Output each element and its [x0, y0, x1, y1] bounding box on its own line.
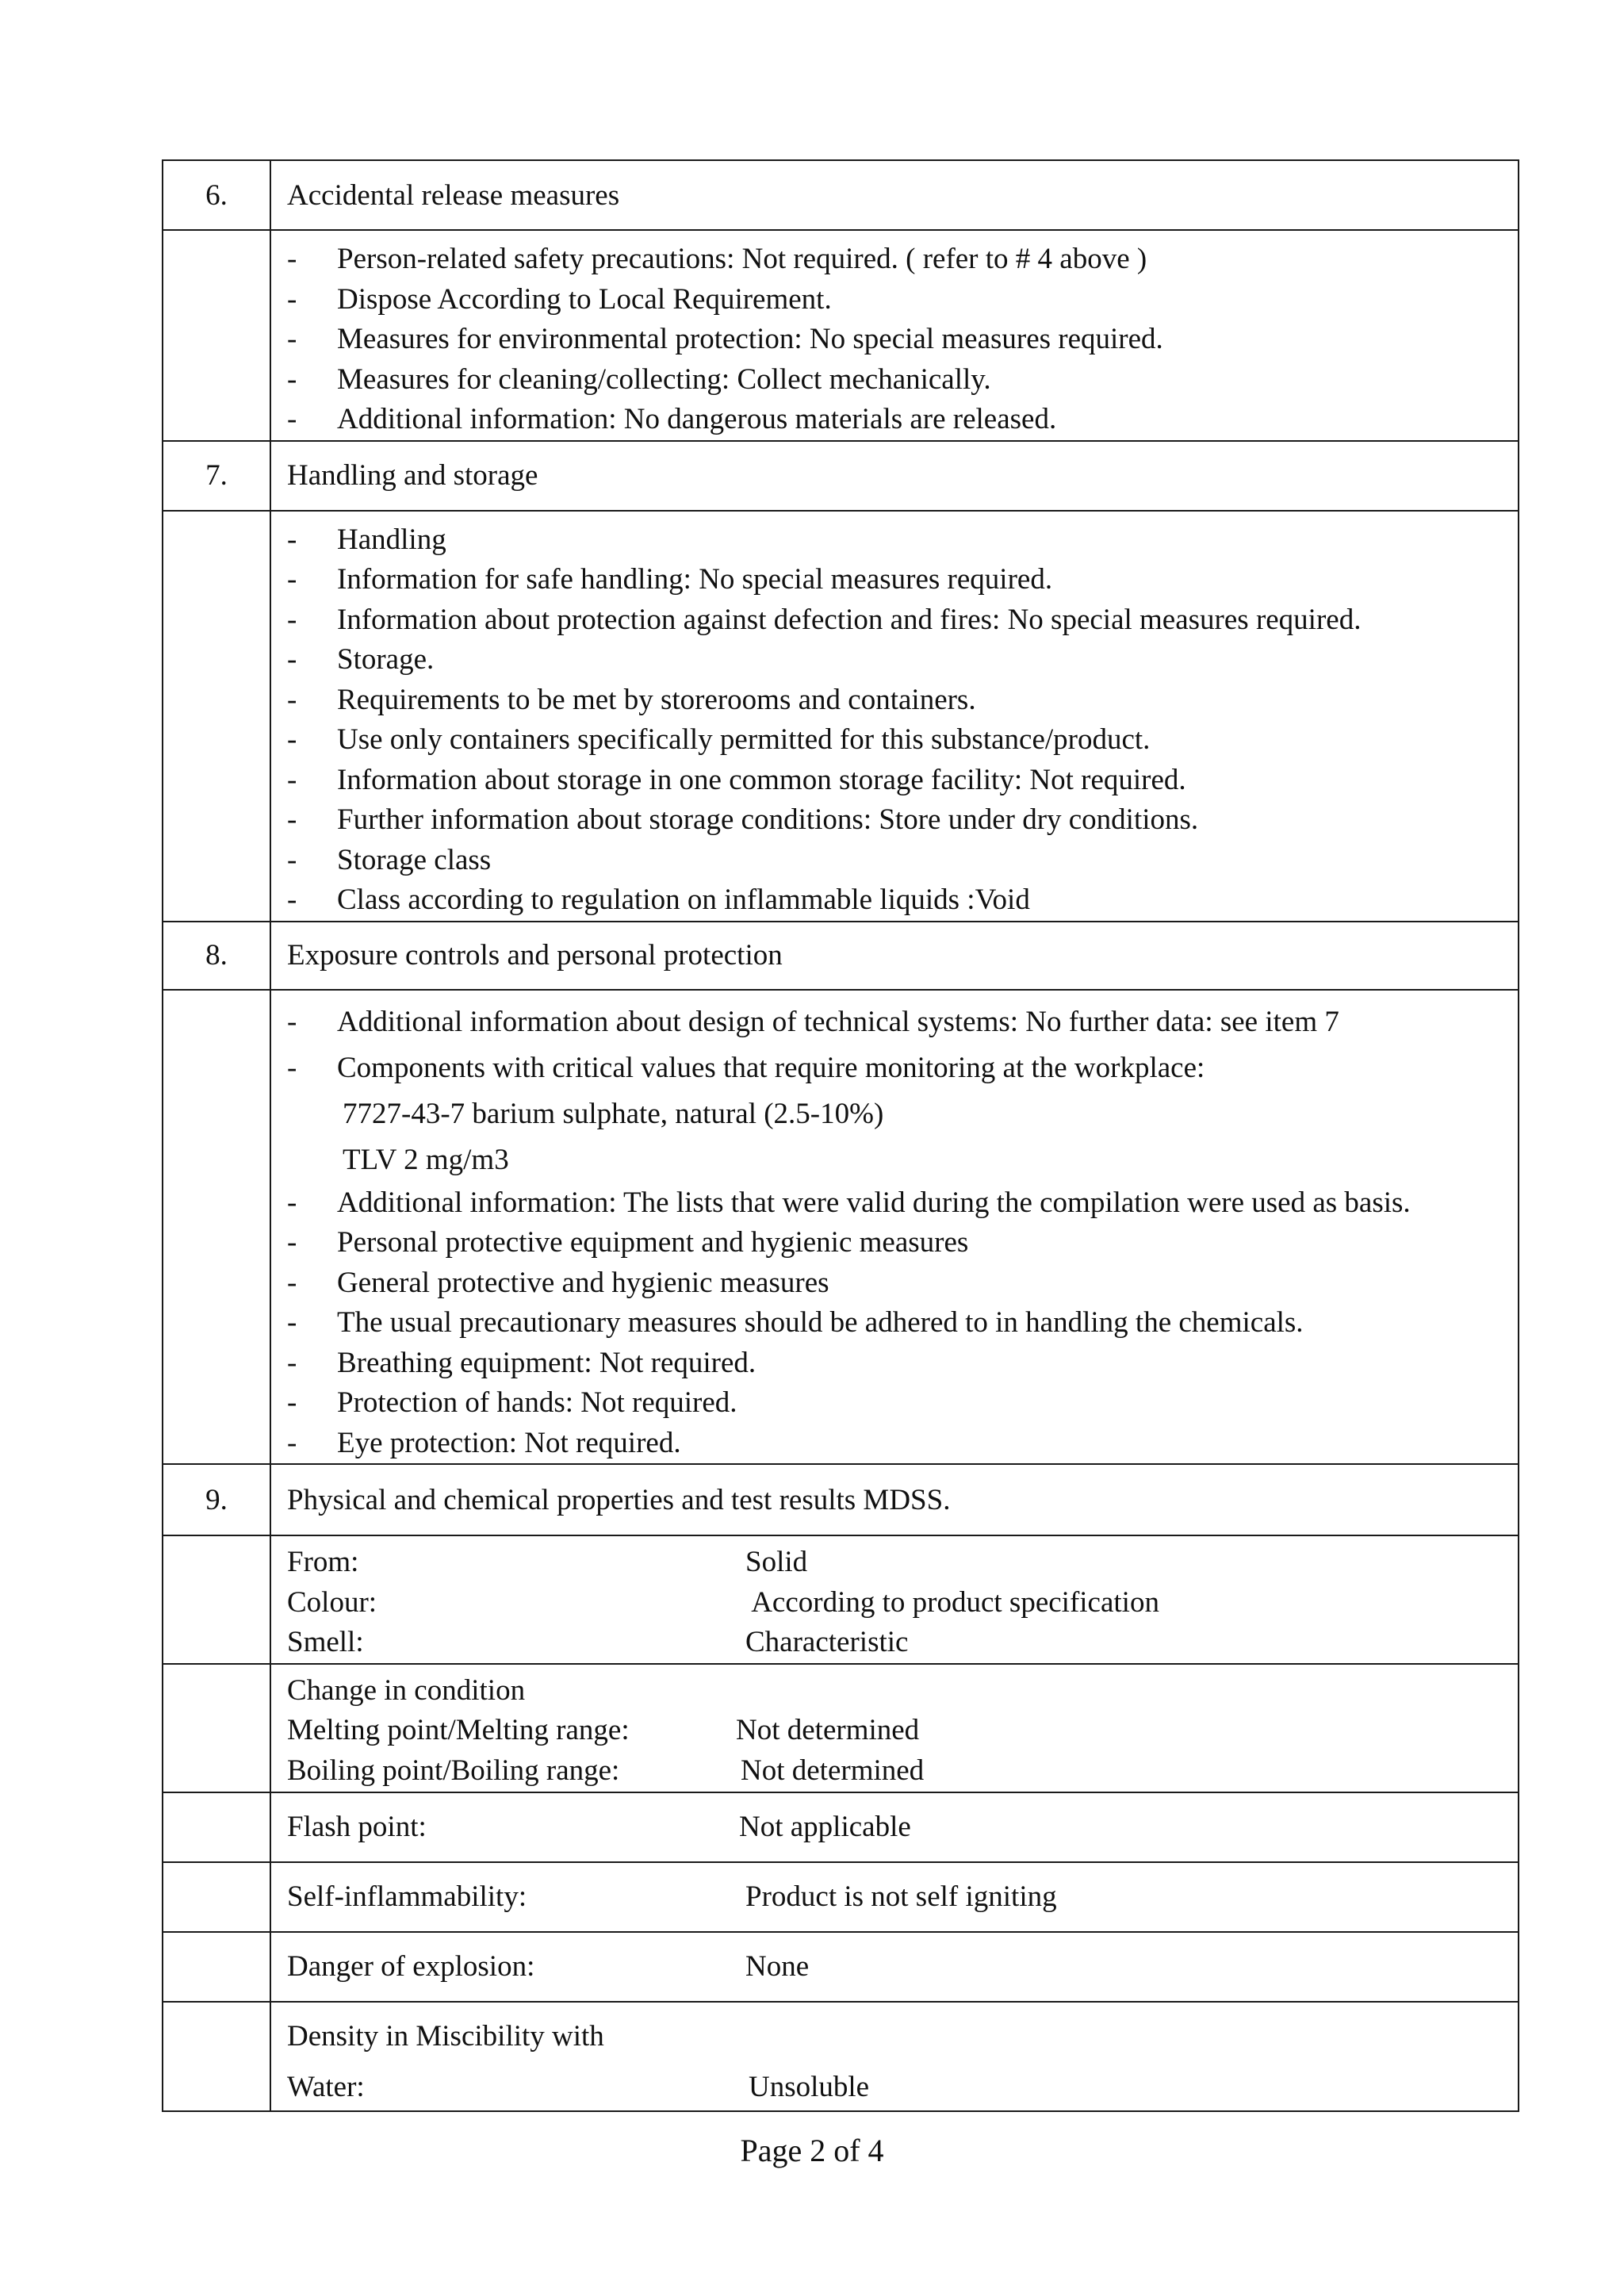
section-7-header	[163, 441, 1519, 511]
section-7-body	[163, 511, 1519, 922]
list-item: - Personal protective equipment and hygienic measures	[287, 1226, 969, 1259]
list-item: - Measures for cleaning/collecting: Collect mechanically.	[287, 362, 991, 396]
list-item: - Eye protection: Not required.	[287, 1426, 681, 1459]
list-item: - Additional information: The lists that were valid during the compilation were used as basis.	[287, 1186, 1411, 1219]
property-row	[287, 1711, 1502, 1751]
property-label: Self-inflammability:	[287, 1880, 527, 1913]
list-item: - Use only containers specifically permitted for this substance/product.	[287, 723, 1151, 756]
bullet-list	[271, 231, 1518, 440]
section-8-header	[163, 922, 1519, 990]
property-value: Product is not self igniting	[745, 1880, 1057, 1913]
section-title: Handling and storage	[270, 441, 1519, 511]
property-value: According to product specification	[745, 1585, 1159, 1619]
property-group	[270, 1535, 1519, 1664]
property-label: Colour:	[287, 1585, 377, 1619]
list-item: - Breathing equipment: Not required.	[287, 1346, 756, 1379]
property-group	[270, 1792, 1519, 1862]
section-6-content	[270, 230, 1519, 441]
section-8-content	[270, 990, 1519, 1465]
property-value: Unsoluble	[749, 2070, 870, 2103]
property-value: Solid	[745, 1546, 808, 1578]
list-item: - Dispose According to Local Requirement.	[287, 282, 832, 316]
property-label: Danger of explosion:	[287, 1949, 535, 1983]
property-value: Not applicable	[739, 1810, 911, 1843]
property-label: Smell:	[287, 1626, 364, 1658]
sds-table	[162, 159, 1519, 2112]
list-item: - Handling	[287, 523, 446, 556]
property-row	[287, 2068, 1502, 2108]
property-label: From:	[287, 1546, 359, 1578]
section-number-blank	[163, 511, 270, 922]
property-group	[270, 1664, 1519, 1792]
list-item: - Information about protection against defection and fires: No special measures required.	[287, 603, 1362, 636]
property-row	[287, 2017, 1502, 2068]
property-row	[287, 1543, 1502, 1583]
properties-group-explosion	[163, 1932, 1519, 2002]
property-row	[287, 1933, 1502, 2000]
list-item: - Further information about storage conditions: Store under dry conditions.	[287, 803, 1199, 836]
section-6-header	[163, 160, 1519, 230]
property-group	[270, 1862, 1519, 1932]
section-7-content	[270, 511, 1519, 922]
property-label: Water:	[287, 2070, 365, 2103]
list-item: - Measures for environmental protection: No special measures required.	[287, 323, 1163, 355]
property-row	[287, 1583, 1502, 1623]
section-number-blank	[163, 990, 270, 1465]
section-number: 6.	[163, 160, 270, 230]
list-item: - Storage class	[287, 843, 492, 876]
list-item: - Components with critical values that require monitoring at the workplace:	[287, 1051, 1205, 1084]
section-6-body	[163, 230, 1519, 441]
property-row	[287, 1751, 1502, 1792]
list-item: - The usual precautionary measures should be adhered to in handling the chemicals.	[287, 1306, 1304, 1339]
section-number-blank	[163, 2002, 270, 2111]
list-item: - Person-related safety precautions: Not required. ( refer to # 4 above )	[287, 243, 1147, 275]
section-title: Accidental release measures	[270, 160, 1519, 230]
list-item: - Requirements to be met by storerooms and containers.	[287, 683, 976, 716]
section-title: Physical and chemical properties and test results MDSS.	[270, 1464, 1519, 1535]
properties-group-flash	[163, 1792, 1519, 1862]
property-value: Not determined	[741, 1754, 925, 1787]
property-row	[287, 1623, 1502, 1663]
section-number-blank	[163, 230, 270, 441]
list-item: - Information for safe handling: No special measures required.	[287, 563, 1053, 596]
property-value: Not determined	[736, 1714, 920, 1746]
property-group	[270, 1932, 1519, 2002]
list-item: - Information about storage in one common storage facility: Not required.	[287, 763, 1186, 796]
section-number: 9.	[163, 1464, 270, 1535]
bullet-list	[271, 512, 1518, 921]
page-number: Page 2 of 4	[740, 2133, 884, 2168]
section-number: 8.	[163, 922, 270, 990]
list-item: - Protection of hands: Not required.	[287, 1386, 737, 1419]
list-item: - Additional information about design of technical systems: No further data: see item 7	[287, 1005, 1339, 1038]
section-number: 7.	[163, 441, 270, 511]
list-item: - General protective and hygienic measures	[287, 1266, 829, 1299]
section-number-blank	[163, 1862, 270, 1932]
property-row	[287, 1863, 1502, 1930]
property-label: Melting point/Melting range:	[287, 1714, 630, 1746]
list-item: - Additional information: No dangerous materials are released.	[287, 403, 1057, 435]
sub-item: TLV 2 mg/m3	[343, 1143, 509, 1176]
property-value: Characteristic	[745, 1626, 909, 1658]
section-number-blank	[163, 1792, 270, 1862]
bullet-list	[271, 991, 1518, 1464]
property-label: Change in condition	[287, 1673, 526, 1707]
property-label: Density in Miscibility with	[287, 2019, 604, 2053]
section-number-blank	[163, 1535, 270, 1664]
list-item: - Storage.	[287, 643, 435, 676]
property-label: Flash point:	[287, 1810, 427, 1843]
properties-group-inflammability	[163, 1862, 1519, 1932]
section-8-body	[163, 990, 1519, 1465]
section-number-blank	[163, 1664, 270, 1792]
property-label: Boiling point/Boiling range:	[287, 1754, 620, 1787]
properties-group-condition	[163, 1664, 1519, 1792]
property-value: None	[745, 1949, 810, 1983]
section-number-blank	[163, 1932, 270, 2002]
property-row	[287, 1671, 1502, 1711]
list-item: - Class according to regulation on inflammable liquids :Void	[287, 884, 1030, 916]
section-9-header	[163, 1464, 1519, 1535]
section-title: Exposure controls and personal protection	[270, 922, 1519, 990]
properties-group-appearance	[163, 1535, 1519, 1664]
property-group	[270, 2002, 1519, 2111]
property-row	[287, 1793, 1502, 1861]
sub-item: 7727-43-7 barium sulphate, natural (2.5-10%)	[343, 1097, 884, 1130]
properties-group-density	[163, 2002, 1519, 2111]
